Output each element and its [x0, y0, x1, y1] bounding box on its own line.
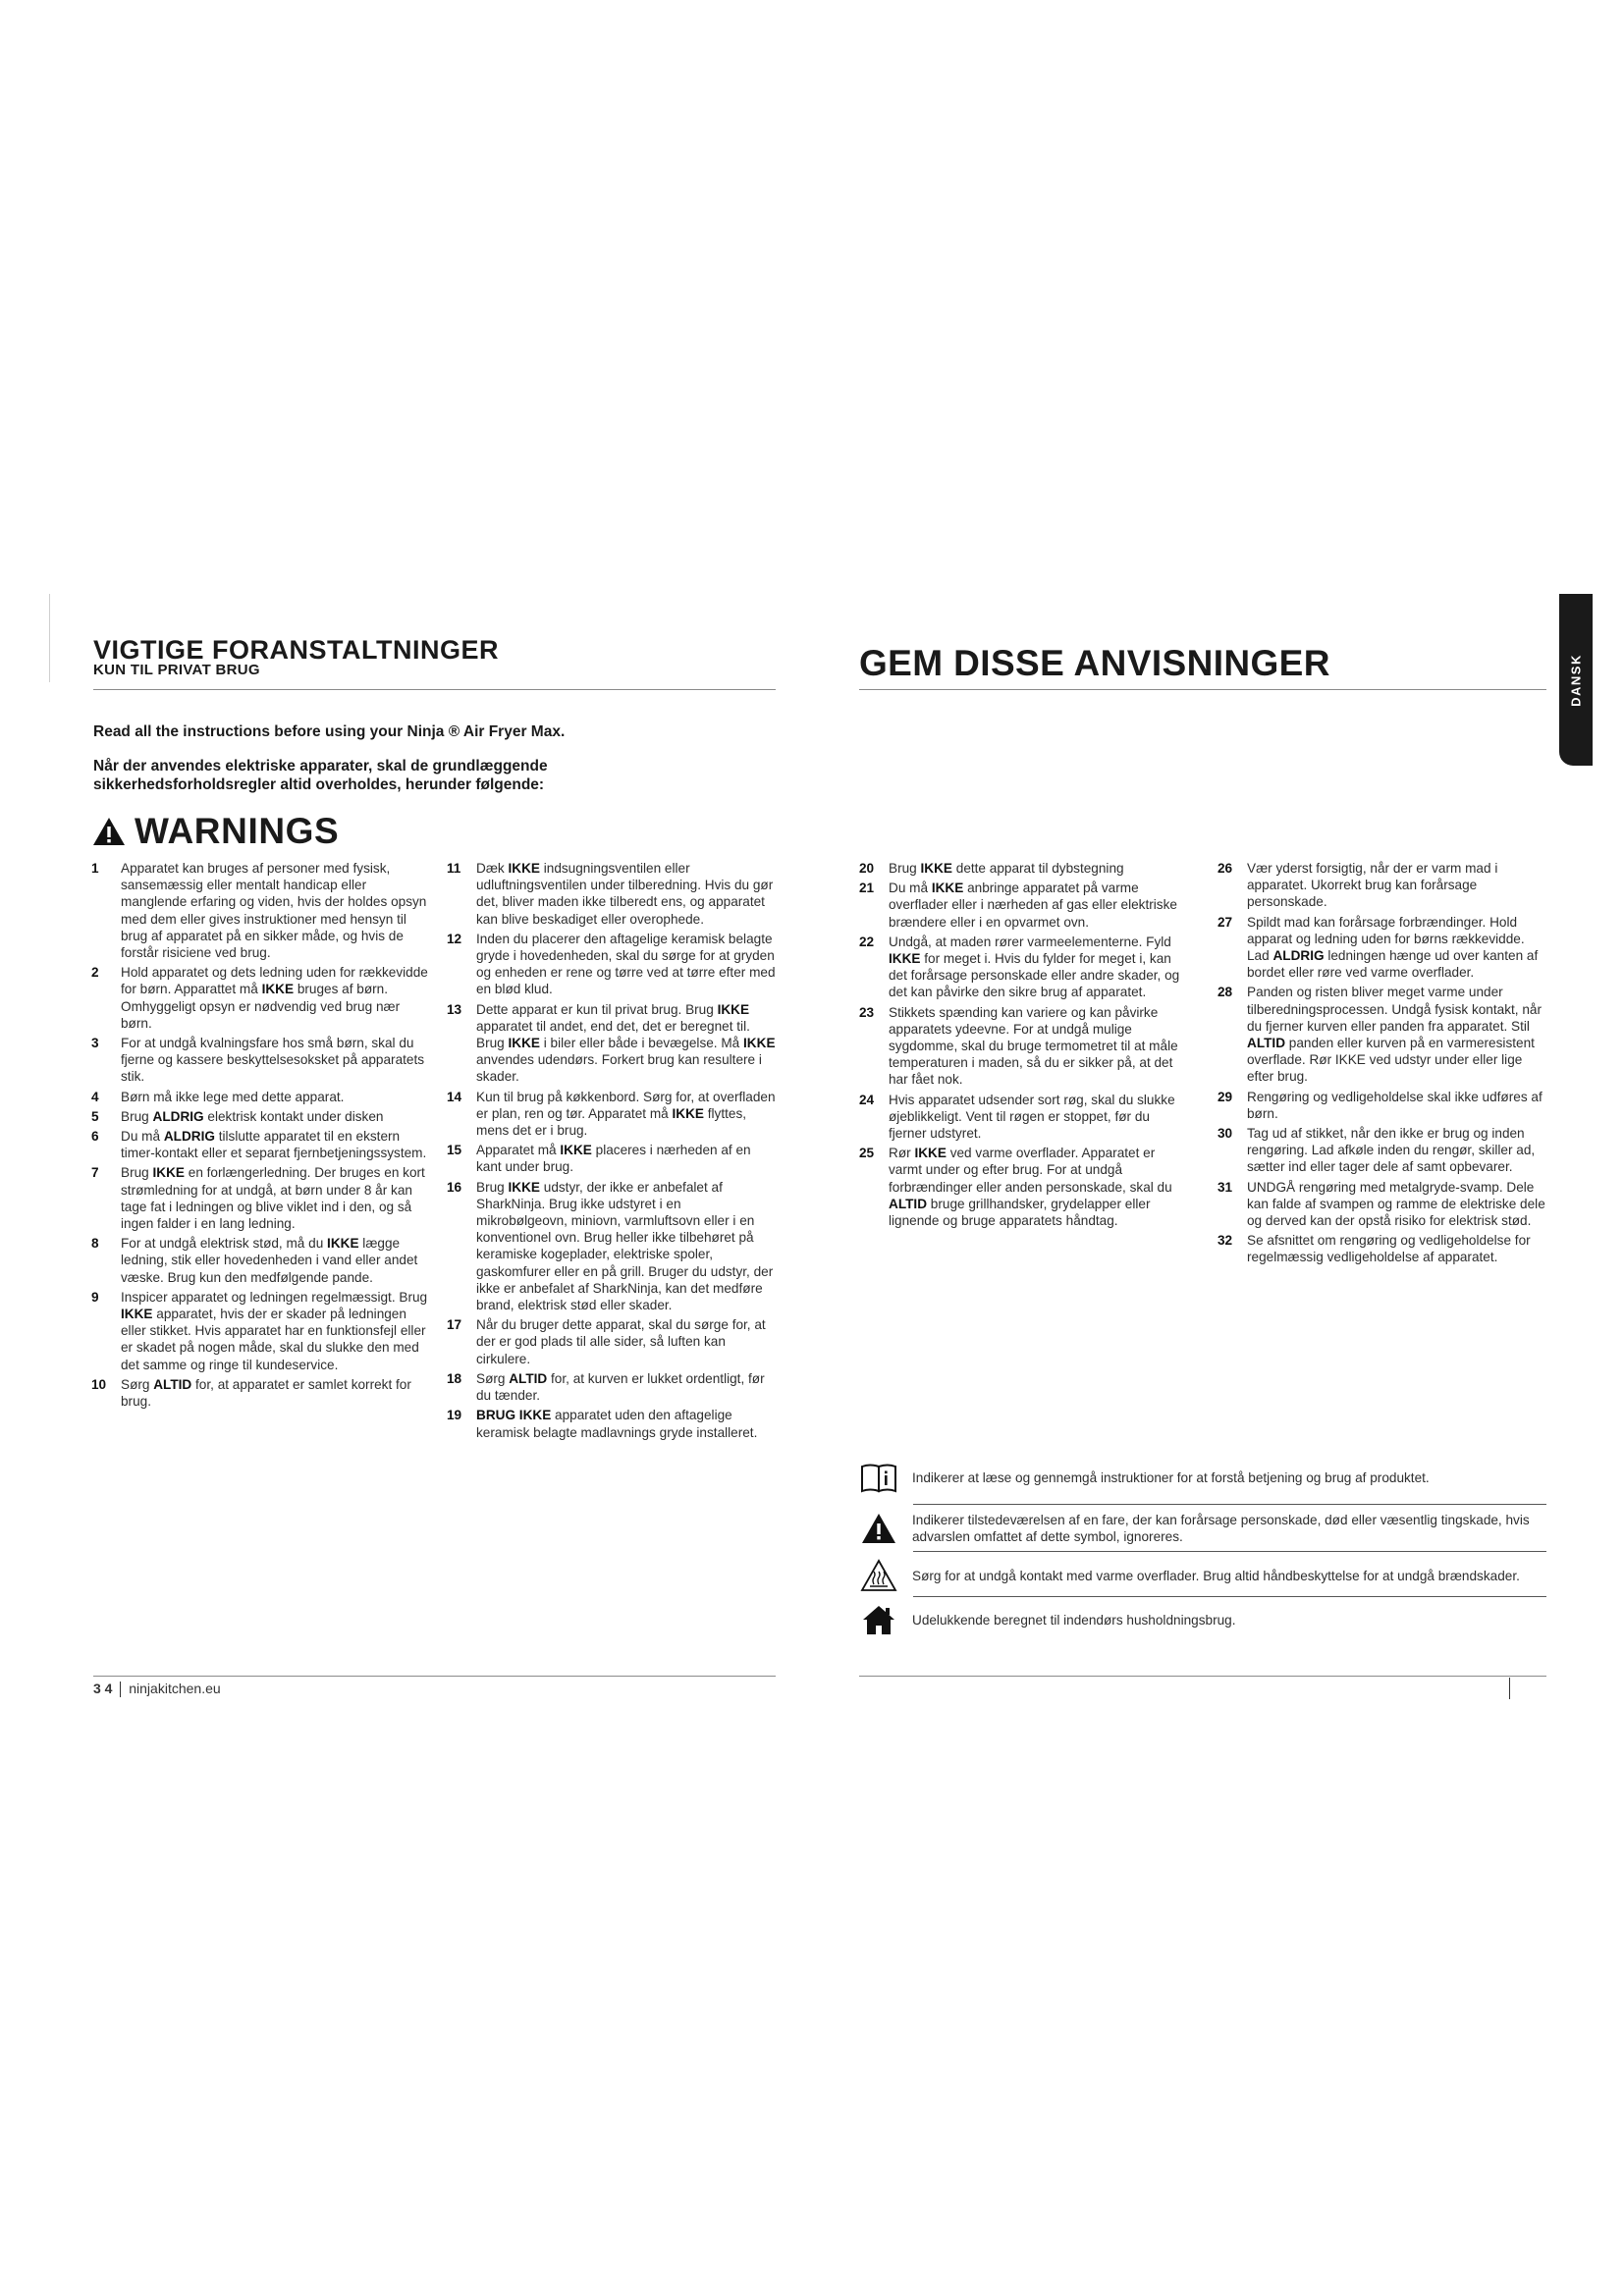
warning-item — [91, 1289, 430, 1373]
legend-text-hot: Sørg for at undgå kontakt med varme overflader. Brug altid håndbeskyttelse for at undgå brændskader. — [912, 1568, 1520, 1583]
warning-item-number: 29 — [1218, 1089, 1233, 1104]
warning-item-number: 31 — [1218, 1179, 1233, 1195]
warning-item-text: Undgå, at maden rører varmeelementerne. Fyld IKKE for meget i. Hvis du fylder for meget i, kan det forårsage personskade eller andre skader, og det kan påvirke den sikre brug af apparatet. — [889, 934, 1180, 1000]
legend-text-warning: Indikerer tilstedeværelsen af en fare, der kan forårsage personskade, død eller væsentlig tingskade, hvis advarslen omfattet af dette symbol, ignoreres. — [912, 1513, 1530, 1544]
legend-row-warning — [859, 1509, 1546, 1548]
warning-item-text: For at undgå kvalningsfare hos små børn, skal du fjerne og kassere beskyttelsesoksket på apparatets stik. — [121, 1036, 425, 1085]
warning-item-text: Hvis apparatet udsender sort røg, skal du slukke øjeblikkeligt. Vent til røgen er stoppet, før du fjerner udstyret. — [889, 1092, 1175, 1142]
warning-item-number: 24 — [859, 1092, 875, 1107]
warnings-heading — [91, 811, 339, 852]
warning-item-text: Stikkets spænding kan variere og kan påvirke apparatets ydeevne. For at undgå mulige sygdomme, skal du bruge termometret til at måle temperaturen i maden, så du er sikker på, at det har fået nok. — [889, 1004, 1178, 1088]
warning-item — [91, 860, 430, 961]
warning-item-text: BRUG IKKE apparatet uden den aftagelige keramisk belagte madlavnings gryde installeret. — [476, 1408, 758, 1440]
warning-item-text: Apparatet kan bruges af personer med fysisk, sansemæssig eller mentalt handicap eller manglende erfaring og viden, hvis der holdes opsyn med dem eller gives instruktioner med hensyn til brug af apparatet på en sikker måde, og hvis de forstår risicienе ved brug. — [121, 861, 427, 961]
warning-item — [447, 860, 776, 928]
language-tab — [1559, 594, 1593, 766]
legend-divider — [913, 1596, 1546, 1597]
header-rule-right — [859, 689, 1546, 690]
warning-item-text: Sørg ALTID for, at kurven er lukket ordentligt, før du tænder. — [476, 1370, 765, 1404]
warning-item-number: 20 — [859, 861, 875, 876]
warning-item — [91, 1108, 430, 1125]
warning-item — [1218, 914, 1546, 982]
legend-row-house — [859, 1600, 1546, 1639]
warning-item-number: 4 — [91, 1089, 99, 1104]
house-icon — [859, 1600, 898, 1639]
warning-item — [859, 1145, 1188, 1229]
legend-text-house: Udelukkende beregnet til indendørs husholdningsbrug. — [912, 1612, 1236, 1628]
warning-item-number: 30 — [1218, 1126, 1233, 1142]
warning-item-number: 21 — [859, 881, 875, 896]
warning-item — [447, 1370, 776, 1404]
warning-item — [447, 1179, 776, 1314]
footer-rule-right — [859, 1676, 1546, 1677]
warning-item-text: Brug ALDRIG elektrisk kontakt under disken — [121, 1108, 384, 1124]
warning-item-number: 7 — [91, 1165, 99, 1181]
warning-item — [859, 934, 1188, 1001]
warning-item-number: 32 — [1218, 1233, 1233, 1249]
warning-item-number: 16 — [447, 1179, 462, 1195]
warning-item — [91, 1376, 430, 1410]
warnings-column-3 — [859, 860, 1188, 1232]
warning-item — [1218, 1125, 1546, 1176]
warning-item-text: Hold apparatet og dets ledning uden for rækkevidde for børn. Apparattet må IKKE bruges af børn. Omhyggeligt opsyn er nødvendig ved brug nær børn. — [121, 965, 428, 1031]
right-title: GEM DISSE ANVISNINGER — [859, 643, 1330, 683]
warning-item — [447, 1142, 776, 1175]
page-footer — [93, 1681, 221, 1697]
warning-item-text: Spildt mad kan forårsage forbrændinger. Hold apparat og ledning uden for børns rækkevidde. Lad ALDRIG ledningen hænge ud over kanten af bordet eller røre ved varme overflader. — [1247, 914, 1539, 981]
warnings-title: WARNINGS — [135, 811, 340, 851]
warning-item-text: Kun til brug på køkkenbord. Sørg for, at overfladen er plan, ren og tør. Apparatet må IKKE flyttes, mens det er i brug. — [476, 1089, 776, 1139]
warning-triangle-icon — [859, 1509, 898, 1548]
warning-item — [1218, 984, 1546, 1085]
warning-item-text: Dette apparat er kun til privat brug. Brug IKKE apparatet til andet, end det, det er beregnet til. Brug IKKE i biler eller både i bevægelse. Må IKKE anvendes udendørs. Forkert brug kan resultere i skader. — [476, 1001, 776, 1085]
warning-item-number: 13 — [447, 1001, 462, 1017]
warning-item-text: Sørg ALTID for, at apparatet er samlet korrekt for brug. — [121, 1376, 411, 1410]
warning-item-number: 5 — [91, 1108, 99, 1124]
footer-right-mark — [1509, 1678, 1510, 1699]
warning-item-number: 25 — [859, 1146, 875, 1161]
warning-item-number: 23 — [859, 1004, 875, 1020]
warning-item-text: For at undgå elektrisk stød, må du IKKE lægge ledning, stik eller hovedenheden i vand eller andet væske. Brug kun den medfølgende pande. — [121, 1236, 418, 1285]
warning-item — [91, 1235, 430, 1286]
header-rule-left — [93, 689, 776, 690]
warning-item-number: 1 — [91, 861, 99, 876]
warning-item-number: 9 — [91, 1289, 99, 1305]
footer-site: ninjakitchen.eu — [129, 1681, 221, 1696]
warning-item — [1218, 860, 1546, 911]
warning-item-number: 17 — [447, 1317, 462, 1333]
warning-item-number: 2 — [91, 965, 99, 981]
warning-item-number: 28 — [1218, 985, 1233, 1000]
warning-item — [447, 1407, 776, 1440]
warning-item-text: Apparatet må IKKE placeres i nærheden af en kant under brug. — [476, 1143, 751, 1175]
legend-divider — [913, 1504, 1546, 1505]
legend-text-manual: Indikerer at læse og gennemgå instruktioner for at forstå betjening og brug af produktet. — [912, 1469, 1430, 1485]
legend-row-hot — [859, 1556, 1546, 1595]
warning-item-number: 6 — [91, 1129, 99, 1145]
intro-line-1: Read all the instructions before using your Ninja ® Air Fryer Max. — [93, 723, 566, 740]
margin-rule — [49, 594, 50, 682]
warning-item-text: Inspicer apparatet og ledningen regelmæssigt. Brug IKKE apparatet, hvis der er skader på ledningen eller stikket. Hvis apparatet har en funktionsfejl eller er skadet på nogen måde, skal du slukke den med det samme og ringe til kundeservice. — [121, 1289, 428, 1372]
warning-item-text: Brug IKKE dette apparat til dybstegning — [889, 861, 1124, 876]
warning-item — [91, 1164, 430, 1232]
page-number: 3 4 — [93, 1681, 113, 1696]
warning-item-number: 14 — [447, 1089, 462, 1104]
warning-item — [1218, 1179, 1546, 1230]
warnings-column-4 — [1218, 860, 1546, 1269]
warning-item-number: 12 — [447, 931, 462, 946]
warning-item-text: Panden og risten bliver meget varme under tilberedningsprocessen. Undgå fysisk kontakt, når du fjerner kurven eller panden fra apparatet. Stil ALTID panden eller kurven på en varmeresistent overflade. Rør IKKE ved udstyr under eller lige efter brug. — [1247, 985, 1542, 1085]
warning-item-number: 10 — [91, 1376, 107, 1392]
page-subtitle: KUN TIL PRIVAT BRUG — [93, 662, 260, 678]
page-title: VIGTIGE FORANSTALTNINGER — [93, 635, 499, 665]
warnings-column-1 — [91, 860, 430, 1413]
warning-item — [91, 1035, 430, 1086]
warning-item-text: Tag ud af stikket, når den ikke er brug og inden rengøring. Lad afkøle inden du rengør, skiller ad, sætter ind eller tager dele af samt opbevarer. — [1247, 1126, 1536, 1175]
warning-item — [91, 1128, 430, 1161]
warning-item-text: Rør IKKE ved varme overflader. Apparatet er varmt under og efter brug. For at undgå forbrændinger eller anden personskade, skal du ALTID bruge grillhandsker, grydelapper eller lignende og bruge apparatets håndtag. — [889, 1146, 1172, 1229]
warning-item-text: Du må ALDRIG tilslutte apparatet til en ekstern timer-kontakt eller et separat fjernbetjeningssystem. — [121, 1129, 427, 1161]
warning-item-text: Brug IKKE en forlængerledning. Der bruges en kort strømledning for at undgå, at børn under 8 år kan tage fat i ledningen og blive viklet ind i den, og så ingen falder i en lang ledning. — [121, 1165, 425, 1232]
footer-divider — [120, 1682, 121, 1697]
warning-item-text: Brug IKKE udstyr, der ikke er anbefalet af SharkNinja. Brug ikke udstyret i en mikrobølgeovn, miniovn, varmluftsovn eller i en konventionel ovn. Brug heller ikke tilbehøret på keramiske kogeplader, elektriske spoler, gaskomfurer eller en på grill. Bruger du udstyr, der ikke er anbefalet af SharkNinja, kan det medføre brand, elektrisk stød eller skader. — [476, 1179, 774, 1313]
warnings-column-2 — [447, 860, 776, 1444]
warning-item-text: Inden du placerer den aftagelige keramisk belagte gryde i hovedenheden, skal du sørge for at gryden og enheden er rene og tørre ved at tørre efter med en blød klud. — [476, 931, 776, 997]
warning-item-number: 26 — [1218, 861, 1233, 876]
warning-item — [447, 1089, 776, 1140]
footer-rule-left — [93, 1676, 776, 1677]
warning-item-text: Se afsnittet om rengøring og vedligeholdelse for regelmæssig vedligeholdelse af apparatet. — [1247, 1233, 1531, 1265]
warning-item-text: Når du bruger dette apparat, skal du sørge for, at der er god plads til alle sider, så luften kan cirkulere. — [476, 1317, 766, 1366]
warning-item-text: Vær yderst forsigtig, når der er varm mad i apparatet. Ukorrekt brug kan forårsage personskade. — [1247, 861, 1498, 910]
warning-triangle-icon — [91, 816, 127, 847]
warning-item-number: 22 — [859, 934, 875, 949]
manual-book-icon — [859, 1458, 898, 1497]
warning-item — [91, 1089, 430, 1105]
warning-item-text: Dæk IKKE indsugningsventilen eller udluftningsventilen under tilberedning. Hvis du gør det, bliver maden ikke tilberedt ens, og apparatet kan blive beskadiget eller overophede. — [476, 861, 774, 927]
warning-item-number: 27 — [1218, 914, 1233, 930]
warning-item — [859, 860, 1188, 877]
warning-item — [447, 1316, 776, 1367]
warning-item-number: 3 — [91, 1036, 99, 1051]
warning-item-text: Rengøring og vedligeholdelse skal ikke udføres af børn. — [1247, 1089, 1543, 1121]
warning-item — [1218, 1089, 1546, 1122]
warning-item — [91, 964, 430, 1032]
warning-item-number: 15 — [447, 1143, 462, 1158]
hot-surface-icon — [859, 1556, 898, 1595]
warning-item-text: Børn må ikke lege med dette apparat. — [121, 1089, 345, 1104]
warning-item-text: UNDGÅ rengøring med metalgryde-svamp. Dele kan falde af svampen og ramme de elektriske dele og derved kan der opstå risiko for elektrisk stød. — [1247, 1179, 1545, 1229]
warning-item — [859, 1004, 1188, 1089]
warning-item-number: 18 — [447, 1370, 462, 1386]
legend-row-manual — [859, 1458, 1546, 1497]
warning-item — [1218, 1232, 1546, 1265]
warning-item — [859, 880, 1188, 931]
warning-item — [447, 1001, 776, 1086]
warning-item — [859, 1092, 1188, 1143]
warning-item-text: Du må IKKE anbringe apparatet på varme overflader eller i nærheden af gas eller elektriske brændere eller i en opvarmet ovn. — [889, 881, 1177, 930]
language-tab-label: DANSK — [1568, 653, 1584, 707]
warning-item-number: 11 — [447, 861, 461, 876]
legend-divider — [913, 1551, 1546, 1552]
warning-item-number: 8 — [91, 1236, 99, 1252]
warning-item — [447, 931, 776, 998]
intro-line-2: Når der anvendes elektriske apparater, skal de grundlæggende sikkerhedsforholdsregler altid overholdes, herunder følgende: — [93, 758, 548, 793]
warning-item-number: 19 — [447, 1408, 462, 1423]
